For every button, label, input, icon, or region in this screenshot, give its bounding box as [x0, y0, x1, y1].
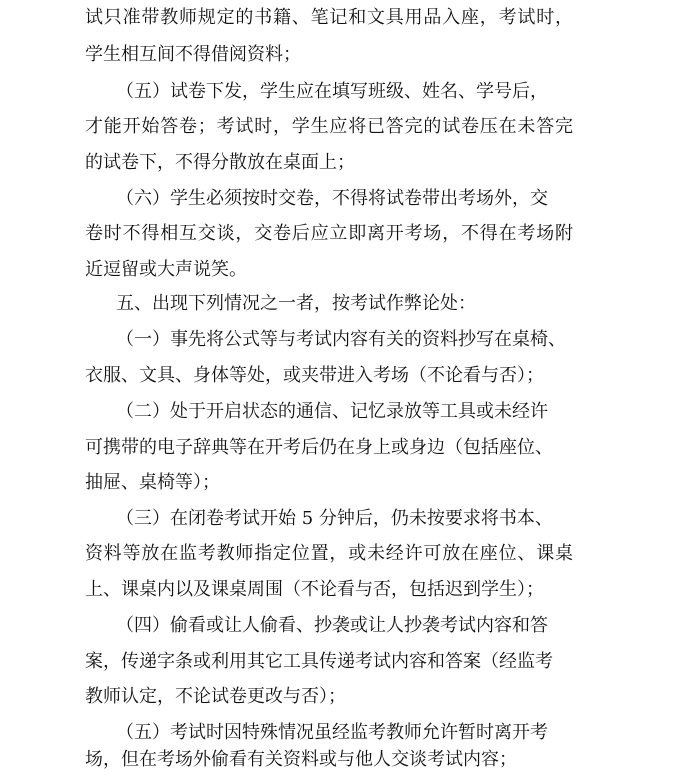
- text-line: 案，传递字条或利用其它工具传递考试内容和答案（经监考: [85, 651, 553, 672]
- text-line: 的试卷下，不得分散放在桌面上；: [85, 152, 355, 173]
- text-line: 才能开始答卷；考试时，学生应将已答完的试卷压在未答完: [85, 116, 574, 137]
- text-line: （四）偷看或让人偷看、抄袭或让人抄袭考试内容和答: [116, 615, 548, 636]
- text-line: 可携带的电子辞典等在开考后仍在身上或身边（包括座位、: [85, 437, 553, 458]
- text-line: 近逗留或大声说笑。: [85, 259, 247, 280]
- text-line: （六）学生必须按时交卷，不得将试卷带出考场外，交: [116, 188, 548, 209]
- text-line: 衣服、文具、身体等处，或夹带进入考场（不论看与否）；: [85, 365, 544, 386]
- text-line: 试只准带教师规定的书籍、笔记和文具用品入座，考试时，: [85, 7, 574, 28]
- text-line: （五）试卷下发，学生应在填写班级、姓名、学号后，: [116, 81, 548, 102]
- text-line: （二）处于开启状态的通信、记忆录放等工具或未经许: [116, 401, 548, 422]
- text-line: （一）事先将公式等与考试内容有关的资料抄写在桌椅、: [116, 329, 566, 350]
- text-line: 教师认定，不论试卷更改与否）；: [85, 686, 346, 707]
- text-line: 资料等放在监考教师指定位置，或未经许可放在座位、课桌: [85, 543, 574, 564]
- text-line: 学生相互间不得借阅资料；: [85, 44, 301, 65]
- text-line: 抽屉、桌椅等）；: [85, 472, 220, 493]
- text-line: 场，但在考场外偷看有关资料或与他人交谈考试内容；: [85, 749, 517, 770]
- section-heading: 五、出现下列情况之一者，按考试作弊论处：: [116, 293, 476, 314]
- text-line: （五）考试时因特殊情况虽经监考教师允许暂时离开考: [116, 722, 548, 743]
- text-line: 卷时不得相互交谈，交卷后应立即离开考场，不得在考场附: [85, 223, 574, 244]
- text-line: （三）在闭卷考试开始 5 分钟后，仍未按要求将书本、: [116, 508, 553, 529]
- text-line: 上、课桌内以及课桌周围（不论看与否，包括迟到学生）；: [85, 579, 544, 600]
